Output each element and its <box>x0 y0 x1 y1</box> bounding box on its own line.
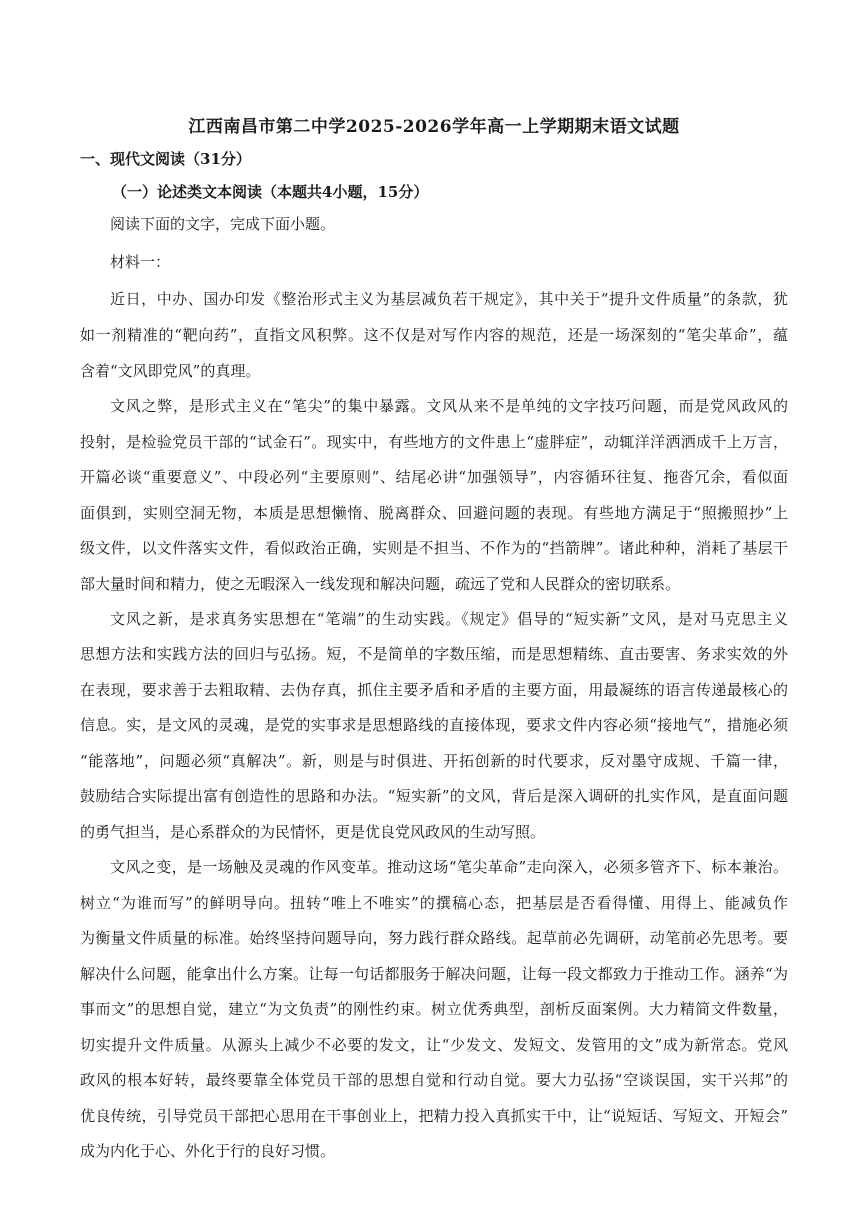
text-line: 政风的根本好转，最终要靠全体党员干部的思想自觉和行动自觉。要大力弘扬“空谈误国，实干兴邦”的 <box>80 1071 788 1089</box>
text-line: 优良传统，引导党员干部把心思用在干事创业上，把精力投入真抓实干中，让“说短话、写短文、开短会” <box>80 1107 788 1125</box>
text-line: 为衡量文件质量的标准。始终坚持问题导向，努力践行群众路线。起草前必先调研，动笔前必先思考。要 <box>80 929 788 947</box>
sub-section-heading: （一）论述类文本阅读（本题共4小题，15分） <box>112 183 429 201</box>
text-line: 在表现，要求善于去粗取精、去伪存真，抓住主要矛盾和矛盾的主要方面，用最凝练的语言传递最核心的 <box>80 681 788 699</box>
text-line: 成为内化于心、外化于行的良好习惯。 <box>80 1142 336 1160</box>
text-line: 开篇必谈“重要意义”、中段必列“主要原则”、结尾必讲“加强领导”，内容循环往复、拖沓冗余，看似面 <box>80 468 788 486</box>
text-line: 事而文”的思想自觉，建立“为文负责”的刚性约束。树立优秀典型，剖析反面案例。大力精简文件数量， <box>80 1000 788 1018</box>
text-line: 信息。实，是文风的灵魂，是党的实事求是思想路线的直接体现，要求文件内容必须“接地气”，措施必须 <box>80 716 788 734</box>
text-line: 鼓励结合实际提出富有创造性的思路和办法。“短实新”的文风，背后是深入调研的扎实作风，是直面问题 <box>80 787 788 805</box>
text-line: 切实提升文件质量。从源头上减少不必要的发文，让“少发文、发短文、发管用的文”成为新常态。党风 <box>80 1036 788 1054</box>
text-line: 级文件，以文件落实文件，看似政治正确，实则是不担当、不作为的“挡箭牌”。诸此种种，消耗了基层干 <box>80 539 788 557</box>
text-line: “能落地”，问题必须“真解决”。新，则是与时俱进、开拓创新的时代要求，反对墨守成规、千篇一律， <box>80 752 788 770</box>
text-line: 文风之新，是求真务实思想在“笔端”的生动实践。《规定》倡导的“短实新”文风，是对马克思主义 <box>110 610 788 628</box>
text-line: 含着“文风即党风”的真理。 <box>80 362 261 380</box>
material-label: 材料一： <box>110 253 171 271</box>
exam-title: 江西南昌市第二中学2025-2026学年高一上学期期末语文试题 <box>188 117 680 137</box>
text-line: 的勇气担当，是心系群众的为民情怀，更是优良党风政风的生动写照。 <box>80 823 546 841</box>
text-line: 文风之变，是一场触及灵魂的作风变革。推动这场“笔尖革命”走向深入，必须多管齐下、标本兼治。 <box>110 858 788 876</box>
text-line: 部大量时间和精力，使之无暇深入一线发现和解决问题，疏远了党和人民群众的密切联系。 <box>80 575 681 593</box>
text-line: 如一剂精准的“靶向药”，直指文风积弊。这不仅是对写作内容的规范，还是一场深刻的“笔尖革命”，蕴 <box>80 326 788 344</box>
text-line: 树立“为谁而写”的鲜明导向。扭转“唯上不唯实”的撰稿心态，把基层是否看得懂、用得上、能减负作 <box>80 894 788 912</box>
reading-instruction: 阅读下面的文字，完成下面小题。 <box>110 215 336 233</box>
text-line: 文风之弊，是形式主义在“笔尖”的集中暴露。文风从来不是单纯的文字技巧问题，而是党风政风的 <box>110 397 788 415</box>
text-line: 近日，中办、国办印发《整治形式主义为基层减负若干规定》，其中关于“提升文件质量”的条款，犹 <box>110 290 788 308</box>
text-line: 投射，是检验党员干部的“试金石”。现实中，有些地方的文件患上“虚胖症”，动辄洋洋洒洒成千上万言， <box>80 433 788 451</box>
section-heading: 一、现代文阅读（31分） <box>80 150 251 168</box>
text-line: 面俱到，实则空洞无物，本质是思想懒惰、脱离群众、回避问题的表现。有些地方满足于“照搬照抄”上 <box>80 504 788 522</box>
text-line: 解决什么问题，能拿出什么方案。让每一句话都服务于解决问题，让每一段文都致力于推动工作。涵养“为 <box>80 965 788 983</box>
document-page <box>80 0 788 1227</box>
text-line: 思想方法和实践方法的回归与弘扬。短，不是简单的字数压缩，而是思想精练、直击要害、务求实效的外 <box>80 645 788 663</box>
